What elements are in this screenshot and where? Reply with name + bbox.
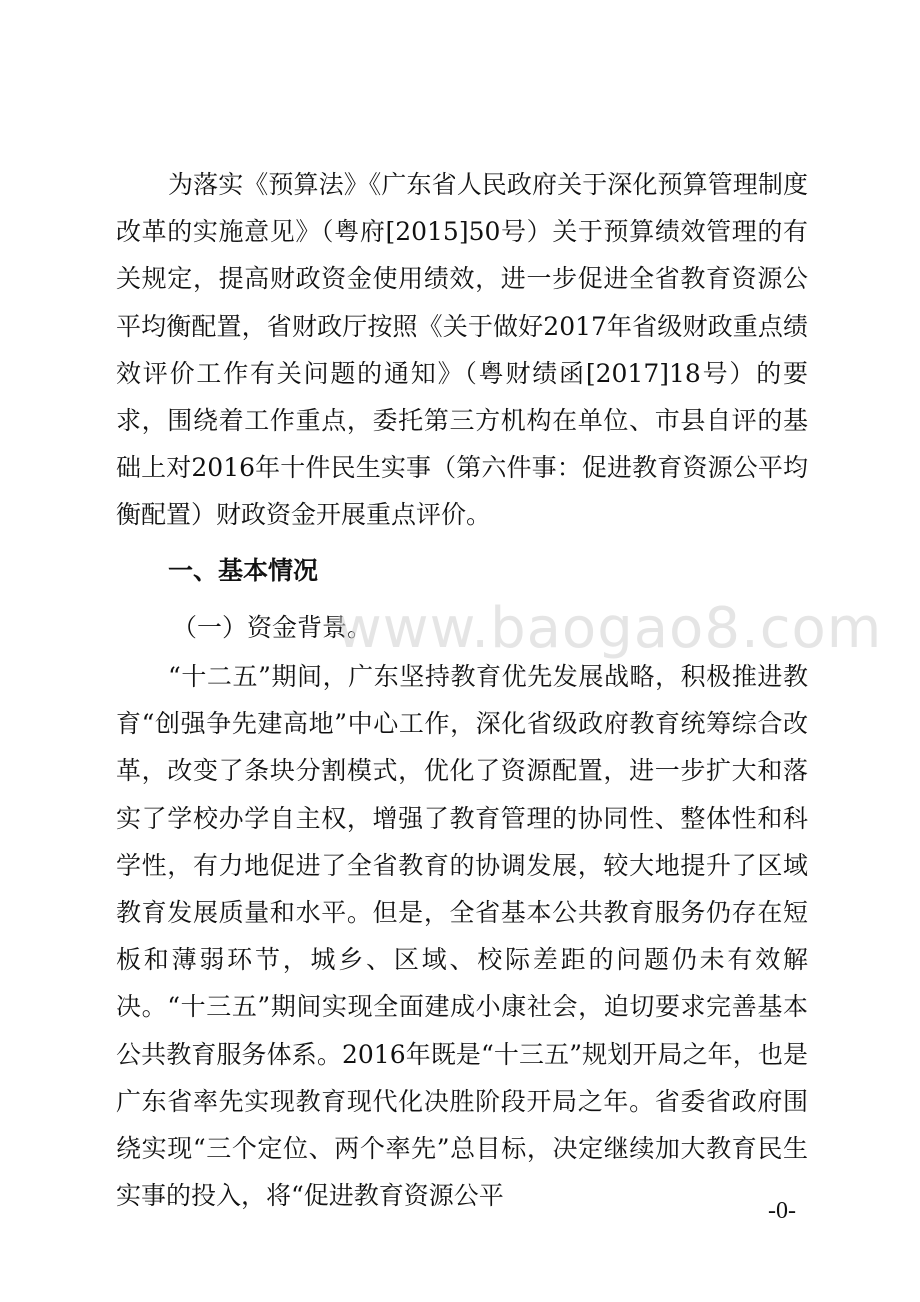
paragraph-intro: 为落实《预算法》《广东省人民政府关于深化预算管理制度改革的实施意见》（粤府[2015]50号）关于预算绩效管理的有关规定，提高财政资金使用绩效，进一步促进全省教育资源公平均衡配置，省财政厅按照《关于做好2017年省级财政重点绩效评价工作有关问题的通知》（粤财绩函[2017]18号）的要求，围绕着工作重点，委托第三方机构在单位、市县自评的基础上对2016年十件民生实事（第六件事：促进教育资源公平均衡配置）财政资金开展重点评价。: [116, 170, 808, 530]
page-number: -0-: [768, 1198, 796, 1224]
subsection-heading-fund-background: （一）资金背景。: [172, 613, 373, 642]
paragraph-fund-background: “十二五”期间，广东坚持教育优先发展战略，积极推进教育“创强争先建高地”中心工作，深化省级政府教育统筹综合改革，改变了条块分割模式，优化了资源配置，进一步扩大和落实了学校办学自主权，增强了教育管理的协同性、整体性和科学性，有力地促进了全省教育的协调发展，较大地提升了区域教育发展质量和水平。但是，全省基本公共教育服务仍存在短板和薄弱环节，城乡、区域、校际差距的问题仍未有效解决。“十三五”期间实现全面建成小康社会，迫切要求完善基本公共教育服务体系。2016年既是“十三五”规划开局之年，也是广东省率先实现教育现代化决胜阶段开局之年。省委省政府围绕实现“三个定位、两个率先”总目标，决定继续加大教育民生实事的投入，将“促进教育资源公平: [116, 662, 808, 1211]
section-heading-basic-info: 一、基本情况: [168, 556, 319, 585]
watermark: www.baogao8.com: [336, 596, 883, 661]
